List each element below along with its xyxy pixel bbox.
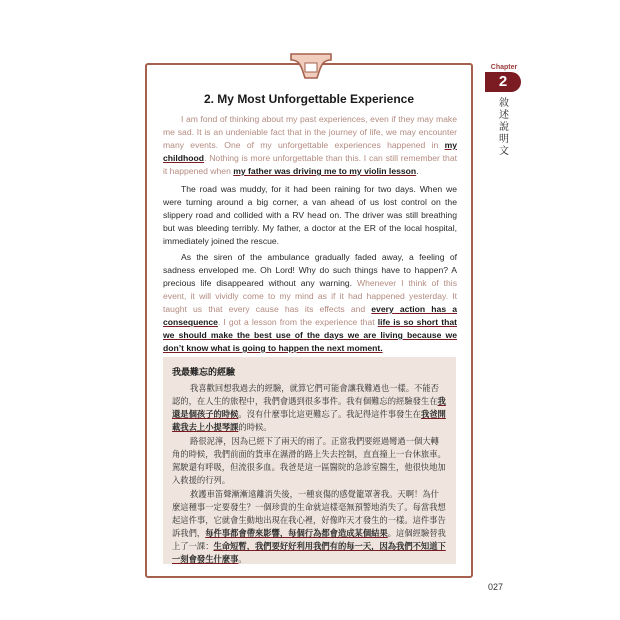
zh-p3-underline-1: 每件事都會帶來影響，每個行為都會造成某個結果 [205, 528, 388, 538]
english-paragraph-3 [163, 251, 457, 355]
p3-underline-1: every action has a consequence [163, 304, 457, 327]
translation-paragraph-3 [172, 488, 447, 566]
p3-text-2: Whenever I think of this event, it will vividly come to my mind as if it had happened yesterday. It taught us that every cause has its effects and [163, 278, 457, 314]
chapter-label: Chapter [490, 64, 518, 71]
zh-p1-text-2: 。沒有什麼事比這更難忘了。我記得這件事發生在 [238, 409, 421, 419]
p1-text-3: . [416, 166, 419, 176]
zh-p1-text-3: 的時候。 [238, 422, 272, 432]
zh-p3-text-2: 。這個經驗替我上了一課： [172, 528, 446, 551]
translation-paragraph-2: 路很泥濘，因為已經下了兩天的雨了。正當我們要經過彎過一個大轉角的時候，我們前面的貨車在濕滑的路上失去控制，直直撞上一台休旅車。駕駛還有呼吸，但流很多血。我爸是這一區醫院的急診室醫生，他很快地加入救援的行列。 [172, 436, 446, 485]
p3-text-1: As the siren of the ambulance gradually faded away, a feeling of sadness enveloped me. Oh Lord! Why do such things have to happen? A precious life disappeared without any warning. [163, 252, 457, 288]
zh-p3-underline-2: 生命短暫，我們要好好利用我們有的每一天，因為我們不知道下一刻會發生什麼事 [172, 541, 446, 564]
p3-text-3: . I got a lesson from the experience that [217, 317, 378, 327]
p1-text-2: . Nothing is more unforgettable than this. I can still remember that it happened when [163, 153, 457, 176]
zh-p1-underline-1: 我還是個孩子的時候 [172, 396, 446, 419]
p1-underline-1: my childhood [163, 140, 457, 163]
translation-paragraph-1 [172, 382, 447, 434]
english-paragraph-1 [163, 113, 457, 178]
frame-tab-icon [289, 52, 333, 80]
chapter-number-badge: 2 [485, 72, 521, 92]
zh-p1-text-1: 我喜歡回想我過去的經驗，就算它們可能會讓我難過也一樣。不能否認的，在人生的旅程中，我們會遇到很多事件。我有個難忘的經驗發生在 [172, 383, 439, 406]
zh-p1-underline-2: 我爸開載我去上小提琴課 [172, 409, 446, 432]
translation-title: 我最難忘的經驗 [172, 367, 236, 377]
article-title: 2. My Most Unforgettable Experience [203, 92, 415, 106]
translation-box [163, 357, 456, 564]
zh-p3-text-1: 救護車笛聲漸漸遠離消失後，一種哀傷的感覺籠罩著我。天啊！為什麼這種事一定要發生？一個珍貴的生命就這樣毫無預警地消失了。每當我想起這件事，它就會生動地出現在我心裡，好像昨天才發生的一樣。這件事告訴我們， [172, 489, 446, 538]
p2-text: The road was muddy, for it had been raining for two days. When we were turning around a big corner, a van ahead of us lost control on the slippery road and collided with a RV head on. The driver was still breathing but was bleeding terribly. My father, a doctor at the ER of the local hospital, immediately joined the rescue. [163, 184, 457, 246]
zh-p3-text-3: 。 [238, 554, 247, 564]
p1-underline-2: my father was driving me to my violin lesson [233, 166, 417, 176]
p1-text-1: I am fond of thinking about my past experiences, even if they may make me sad. It is an undeniable fact that in the journey of life, we may encounter many events. One of my unforgettable experiences happened in [163, 114, 457, 150]
chapter-title: 敘述說明文 [499, 98, 509, 157]
page-number: 027 [488, 582, 504, 592]
p3-underline-2: life is so short that we should make the best use of the days we are living because we don’t know what is going to happen the next moment. [163, 317, 457, 353]
english-paragraph-2 [163, 183, 457, 248]
chapter-sidebar [487, 64, 521, 158]
